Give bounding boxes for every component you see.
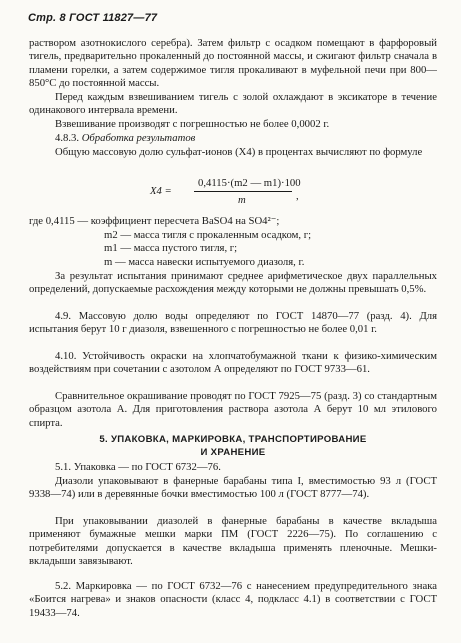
paragraph-crucible-procedure: раствором азотнокислого серебра). Затем фильтр с осадком помещают в фарфоровый тигель, предварительно прокаленный до постоянной массы, и сжигают фильтр сначала в пламени горелки, а затем содержимое тигля прокаливают в муфельной печи при 800—850°С до постоянной массы. [29, 37, 437, 90]
definition-m1: m1 — масса пустого тигля, г; [104, 242, 238, 255]
fraction-bar [194, 191, 292, 192]
paragraph-comparative-dyeing: Сравнительное окрашивание проводят по ГОСТ 7925—75 (разд. 3) со стандартным образцом азотола А. Для приготовления раствора азотола А берут 10 мл этилового спирта. [29, 390, 437, 429]
paragraph-result: За результат испытания принимают среднее арифметическое двух параллельных определений, допускаемые расхождения между которыми не должны превышать 0,5%. [29, 270, 437, 296]
variable-definitions [104, 229, 311, 269]
section-5-heading [29, 433, 437, 459]
page-header: Стр. 8 ГОСТ 11827—77 [28, 12, 158, 24]
paragraph-coefficient: где 0,4115 — коэффициент пересчета BaSO4 на SO4²⁻; [29, 215, 280, 227]
formula-numerator: 0,4115·(m2 — m1)·100 [198, 177, 301, 189]
subsection-4-8-3 [29, 132, 437, 145]
paragraph-4-9: 4.9. Массовую долю воды определяют по ГОСТ 14870—77 (разд. 4). Для испытания берут 10 г диазоля, взвешенного с погрешностью не более 0,01 г. [29, 310, 437, 336]
paragraph-cooling: Перед каждым взвешиванием тигель с золой охлаждают в эксикаторе в течение одинакового интервала времени. [29, 91, 437, 117]
definition-m: m — масса навески испытуемого диазоля, г. [104, 255, 305, 268]
section-heading-line2: И ХРАНЕНИЕ [200, 447, 266, 458]
formula-trail: , [296, 190, 299, 202]
subsection-number: 4.8.3. [55, 132, 80, 144]
paragraph-formula-intro: Общую массовую долю сульфат-ионов (X4) в процентах вычисляют по формуле [55, 146, 423, 158]
formula-lhs: X4 = [150, 185, 172, 197]
subsection-title: Обработка результатов [81, 132, 196, 144]
definition-m2: m2 — масса тигля с прокаленным осадком, г; [104, 229, 312, 241]
paragraph-packaging: Диазоли упаковывают в фанерные барабаны типа I, вместимостью 93 л (ГОСТ 9338—74) или в деревянные бочки вместимостью 100 л (ГОСТ 8777—74). [29, 475, 437, 501]
formula-denominator: m [238, 194, 246, 206]
paragraph-weighing-accuracy: Взвешивание производят с погрешностью не более 0,0002 г. [55, 118, 330, 130]
paragraph-4-10: 4.10. Устойчивость окраски на хлопчатобумажной ткани к физико-химическим воздействиям при сочетании с азотолом А определяют по ГОСТ 9733—61. [29, 350, 437, 376]
paragraph-5-1: 5.1. Упаковка — по ГОСТ 6732—76. [55, 461, 221, 473]
paragraph-5-2: 5.2. Маркировка — по ГОСТ 6732—76 с нанесением предупредительного знака «Боится нагрева» и знаков опасности (класс 4, подкласс 4.1) в соответствии с ГОСТ 19433—74. [29, 580, 437, 619]
paragraph-liners: При упаковывании диазолей в фанерные барабаны в качестве вкладыша применяют бумажные мешки марки ПМ (ГОСТ 2226—75). По соглашению с потребителями допускается в качестве вкладыша применять пленочные. Мешки-вкладыши завязывают. [29, 515, 437, 568]
mass-fraction-formula [150, 177, 350, 207]
section-heading-line1: 5. УПАКОВКА, МАРКИРОВКА, ТРАНСПОРТИРОВАНИЕ [99, 434, 367, 445]
